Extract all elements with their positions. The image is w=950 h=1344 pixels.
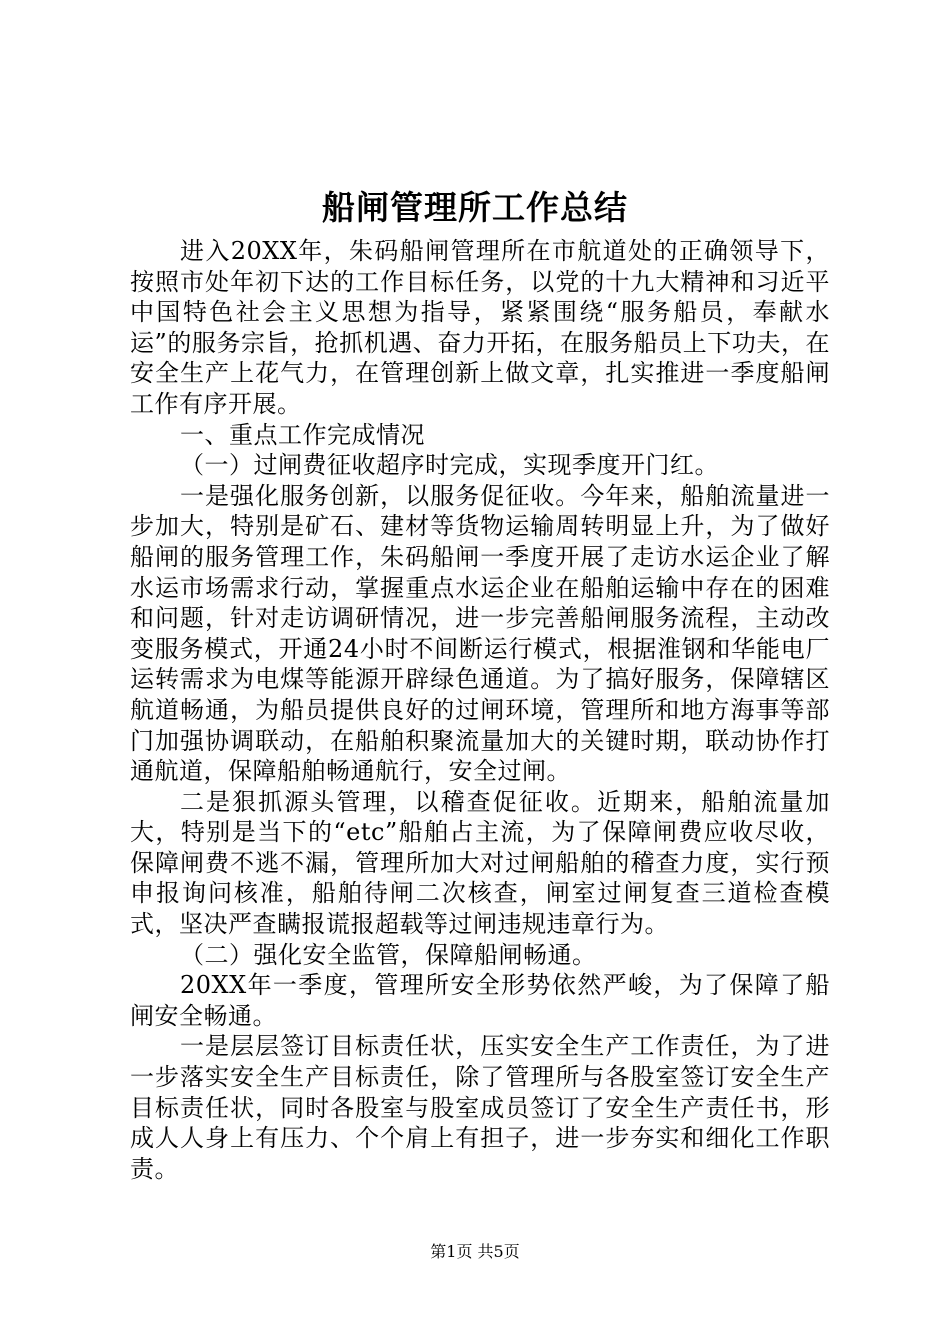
section-heading-1: 一、重点工作完成情况 xyxy=(180,420,425,449)
paragraph-service-innovation: 一是强化服务创新，以服务促征收。今年来，船舶流量进一步加大，特别是矿石、建材等货物运输周转明显上升，为了做好船闸的服务管理工作，朱码船闸一季度开展了走访水运企业了解水运市场需求行动，掌握重点水运企业在船舶运输中存在的困难和问题，针对走访调研情况，进一步完善船闸服务流程，主动改变服务模式，开通24小时不间断运行模式，根据淮钢和华能电厂运转需求为电煤等能源开辟绿色通道。为了搞好服务，保障辖区航道畅通，为船员提供良好的过闸环境，管理所和地方海事等部门加强协调联动，在船舶积聚流量加大的关键时期，联动协作打通航道，保障船舶畅通航行，安全过闸。 xyxy=(130,481,830,786)
paragraph-source-management: 二是狠抓源头管理，以稽查促征收。近期来，船舶流量加大，特别是当下的“etc”船舶占主流，为了保障闸费应收尽收，保障闸费不逃不漏，管理所加大对过闸船舶的稽查力度，实行预申报询问核准，船舶待闸二次核查，闸室过闸复查三道检查模式，坚决严查瞒报谎报超载等过闸违规违章行为。 xyxy=(130,787,830,939)
paragraph-safety-situation: 20XX年一季度，管理所安全形势依然严峻，为了保障了船闸安全畅通。 xyxy=(130,971,830,1030)
document-body xyxy=(130,236,830,1184)
document-title: 船闸管理所工作总结 xyxy=(322,188,628,227)
subsection-heading-2: （二）强化安全监管，保障船闸畅通。 xyxy=(180,940,597,969)
paragraph-responsibility: 一是层层签订目标责任状，压实安全生产工作责任，为了进一步落实安全生产目标责任，除了管理所与各股室签订安全生产目标责任状，同时各股室与股室成员签订了安全生产责任书，形成人人身上有压力、个个肩上有担子，进一步夯实和细化工作职责。 xyxy=(130,1032,830,1183)
page-footer: 第1页 共5页 xyxy=(430,1242,520,1261)
paragraph-intro: 进入20XX年，朱码船闸管理所在市航道处的正确领导下，按照市处年初下达的工作目标任务，以党的十九大精神和习近平中国特色社会主义思想为指导，紧紧围绕“服务船员，奉献水运”的服务宗旨，抢抓机遇、奋力开拓，在服务船员上下功夫，在安全生产上花气力，在管理创新上做文章，扎实推进一季度船闸工作有序开展。 xyxy=(130,237,830,418)
subsection-heading-1: （一）过闸费征收超序时完成，实现季度开门红。 xyxy=(180,451,719,480)
